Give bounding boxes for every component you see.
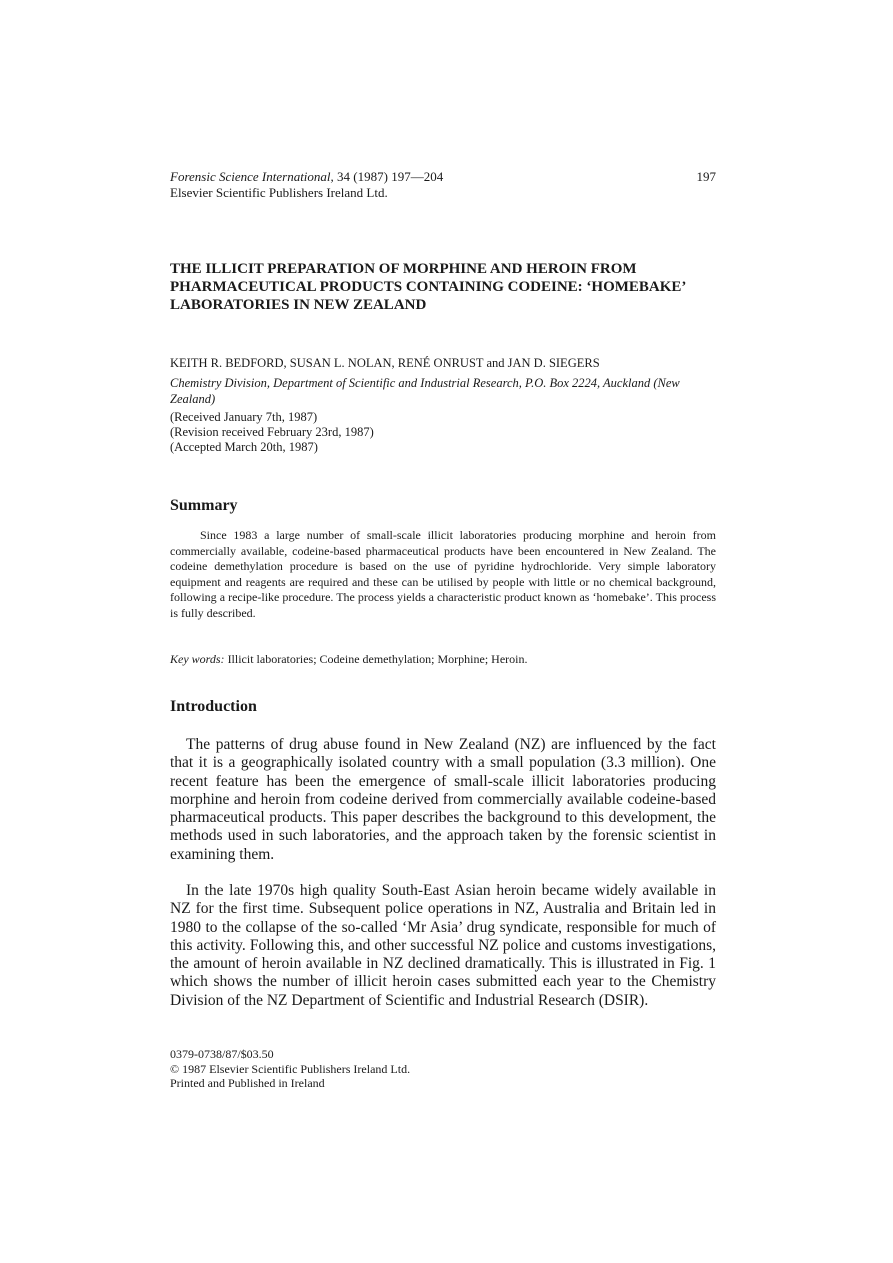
title-line: PHARMACEUTICAL PRODUCTS CONTAINING CODEINE: ‘HOMEBAKE’: [170, 279, 687, 295]
author-list: KEITH R. BEDFORD, SUSAN L. NOLAN, RENÉ ONRUST and JAN D. SIEGERS: [170, 356, 600, 370]
introduction-paragraph: In the late 1970s high quality South-East Asian heroin became widely available in NZ for the first time. Subsequent police operations in NZ, Australia and Britain led in 1980 to the collapse of the so-called ‘Mr Asia’ drug syndicate, responsible for much of this activity. Following this, and other successful NZ police and customs investigations, the amount of heroin available in NZ declined dramatically. This is illustrated in Fig. 1 which shows the number of illicit heroin cases submitted each year to the Chemistry Division of the NZ Department of Scientific and Industrial Research (DSIR).: [170, 882, 716, 1009]
keywords-text: Illicit laboratories; Codeine demethylation; Morphine; Heroin.: [224, 652, 528, 666]
title-line: THE ILLICIT PREPARATION OF MORPHINE AND HEROIN FROM: [170, 261, 637, 277]
journal-name: Forensic Science International,: [170, 169, 334, 184]
introduction-heading: Introduction: [170, 698, 257, 715]
revision-date: (Revision received February 23rd, 1987): [170, 425, 374, 439]
journal-volume-pages: 34 (1987) 197—204: [333, 169, 444, 184]
journal-citation-line: [170, 169, 716, 185]
keywords-label: Key words:: [170, 652, 225, 666]
accepted-date: (Accepted March 20th, 1987): [170, 440, 318, 454]
publication-dates: [170, 410, 374, 455]
author-affiliation: Chemistry Division, Department of Scientific and Industrial Research, P.O. Box 2224, Auckland (New Zealand): [170, 376, 680, 406]
publisher-line: Elsevier Scientific Publishers Ireland Ltd.: [170, 185, 388, 200]
journal-header: [170, 169, 716, 201]
printed-notice: Printed and Published in Ireland: [170, 1076, 325, 1090]
keywords-line: [170, 652, 716, 667]
summary-heading: Summary: [170, 497, 238, 514]
title-line: LABORATORIES IN NEW ZEALAND: [170, 297, 427, 313]
received-date: (Received January 7th, 1987): [170, 410, 318, 424]
issn-price: 0379-0738/87/$03.50: [170, 1047, 274, 1061]
introduction-paragraph: The patterns of drug abuse found in New Zealand (NZ) are influenced by the fact that it is a geographically isolated country with a small population (3.3 million). One recent feature has been the emergence of small-scale illicit laboratories producing morphine and heroin from codeine derived from commercially available codeine-based pharmaceutical products. This paper describes the background to this development, the methods used in such laboratories, and the approach taken by the forensic scientist in examining them.: [170, 736, 716, 863]
paper-page: [170, 0, 716, 1263]
page-number: 197: [696, 169, 716, 184]
copyright-notice: © 1987 Elsevier Scientific Publishers Ireland Ltd.: [170, 1061, 411, 1076]
paper-title: [170, 260, 716, 314]
summary-abstract: Since 1983 a large number of small-scale illicit laboratories producing morphine and heroin from commercially available, codeine-based pharmaceutical products have been encountered in New Zealand. The codeine demethylation procedure is based on the use of pyridine hydrochloride. Very simple laboratory equipment and reagents are required and these can be utilised by people with little or no chemical background, following a recipe-like procedure. The process yields a characteristic product known as ‘homebake’. This process is fully described.: [170, 528, 716, 620]
copyright-footer: [170, 1047, 410, 1091]
